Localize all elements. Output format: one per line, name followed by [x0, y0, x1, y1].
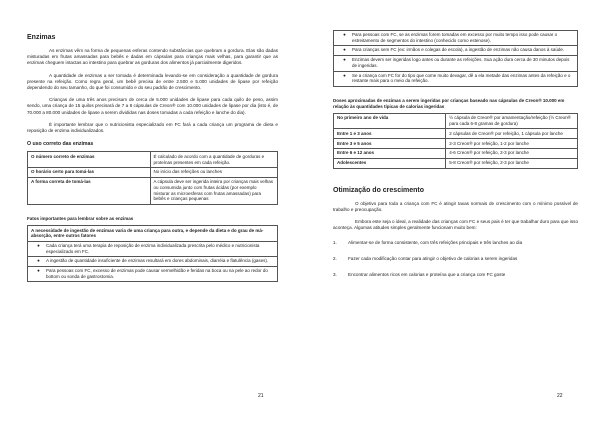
bullet-icon: ● — [37, 242, 40, 248]
table-cell-label: Entre 6 e 12 anos — [334, 148, 446, 158]
list-item — [31, 268, 274, 279]
facts-bullet-cell — [334, 56, 578, 71]
table-row — [334, 113, 578, 129]
bullet-icon: ● — [343, 72, 346, 78]
bullet-text: Enzimas devem ser ingeridas logo antes ou durante as refeições. Sua ação dura cerca de 30 minutos depois de ingeridas. — [352, 57, 570, 68]
correct-use-subtitle: O uso correto das enzimas — [27, 141, 94, 148]
growth-tips-list — [333, 240, 578, 278]
facts-bullet-cell — [28, 241, 278, 256]
table-row — [334, 129, 578, 139]
table-row — [28, 267, 278, 282]
growth-paragraph-2: Embora este seja o ideal, a realidade das crianças com FC e seus pais é ter que trabalhar duro para que isso aconteça. Algumas atitudes simples geralmente funcionam muito bem: — [333, 219, 578, 231]
table-cell-label: No primeiro ano de vida — [334, 113, 446, 129]
list-number: 2. — [333, 256, 337, 262]
table-cell-value: É calculado de acordo com a quantidade de gorduras e proteínas presentes em cada refeição. — [150, 152, 278, 168]
bullet-icon: ● — [343, 47, 346, 53]
table-row — [334, 71, 578, 86]
enzymes-title: Enzimas — [27, 34, 56, 41]
enzymes-paragraph-1: As enzimas vêm na forma de pequenas esferas contendo substâncias que quebram a gordura. Elas são dadas misturadas em frutas amassadas para bebês e dadas em cápsulas para crianças mais velhas, para garantir que as enzimas cheguem intactas ao intestino para quebrar as gorduras dos alimentos já parcialmente digeridos. — [27, 48, 278, 66]
facts-header: A necessidade de ingestão de enzimas varia de uma criança para outra, e depende da dieta e do grau de má-absorção, entre outros fatores — [28, 225, 278, 241]
table-cell-value: 2-3 Creon® por refeição, 1-2 por lanche — [446, 139, 578, 149]
table-row — [28, 225, 278, 241]
table-cell-label: Entre 1 e 3 anos — [334, 129, 446, 139]
list-text: Fazer cada modificação contar para atingir o objetivo de calorias a serem ingeridas — [348, 256, 518, 262]
list-number: 1. — [333, 240, 337, 246]
bullet-text: Para pessoas com FC, excesso de enzimas pode causar vermelhidão e feridas na boca ou na pele ao redor do bottom ou sonda de gastrostomia. — [46, 268, 268, 279]
list-item — [337, 73, 574, 84]
bullet-icon: ● — [37, 258, 40, 264]
table-cell-label: Entre 3 e 5 anos — [334, 139, 446, 149]
facts-bullet-cell — [28, 257, 278, 267]
list-text: Alimentar-se de forma consistente, com três refeições principais e três lanches ao dia — [348, 240, 523, 246]
facts-caption: Fatos importantes para lembrar sobre as enzimas — [27, 215, 134, 221]
table-cell-label: O número correto de enzimas — [28, 152, 151, 168]
list-item — [333, 240, 578, 246]
table-cell-value: ½ cápsula de Creon® por amamentação/refeição (½ Creon® para cada 6-8 gramas de gordura) — [446, 113, 578, 129]
growth-paragraph-1: O objetivo para toda a criança com FC é atingir taxas normais de crescimento com o mínimo possível de trabalho e preocupação. — [333, 200, 578, 212]
table-cell-label: O horário certo para tomá-las — [28, 167, 151, 177]
bullet-text: A ingestão de quantidade insuficiente de enzimas resultará em dores abdominais, diarréia e flatulência (gases). — [46, 258, 269, 264]
table-cell-label: Adolescentes — [334, 158, 446, 168]
table-cell-value: 4-6 Creon® por refeição, 2-3 por lanche — [446, 148, 578, 158]
bullet-icon: ● — [343, 57, 346, 63]
bullet-icon: ● — [37, 268, 40, 274]
table-row — [334, 56, 578, 71]
correct-use-table — [27, 151, 278, 204]
list-item — [337, 47, 574, 53]
table-row — [334, 31, 578, 46]
facts-bullet-cell — [334, 31, 578, 46]
table-cell-label: A forma correta de tomá-las — [28, 177, 151, 204]
table-row — [28, 167, 278, 177]
right-page — [300, 0, 600, 424]
table-row — [28, 152, 278, 168]
dose-table — [333, 113, 578, 169]
enzymes-paragraph-3: Crianças de uma três anos precisam de cerca de 5.000 unidades de lipase para cada quilo de peso, assim sendo, uma criança de 15 quilos precisará de 7 a 8 cápsulas de Creon® com 10.000 unidades de lipase por dia (isto é, de 70.000 a 80.000 unidades de lipase a serem divididas nas doses tomadas a cada refeição e lanche do dia). — [27, 97, 278, 115]
list-item — [333, 256, 578, 262]
table-row — [28, 177, 278, 204]
table-cell-value: 5-8 Creon® por refeição, 2-3 por lanche — [446, 158, 578, 168]
dose-caption: Doses aproximadas de enzimas a serem ingeridas por crianças baseado nas cápsulas de Creon® 10.000 em relação às quantidades típicas de calorias ingeridas — [333, 97, 565, 109]
table-row — [334, 46, 578, 56]
bullet-text: Para crianças sem FC (ex: irmãos e colegas de escola), a ingestão de enzimas não causa danos à saúde. — [352, 47, 565, 53]
list-item — [337, 57, 574, 68]
enzymes-paragraph-4: É importante lembrar que o nutricionista especializado em FC fará a cada criança um programa de dieta e reposição de enzima individualizados. — [27, 121, 278, 134]
table-row — [28, 241, 278, 256]
table-row — [334, 148, 578, 158]
bullet-text: Cada criança terá uma terapia de reposição de enzima individualizada prescrita pelo médico e nutricionista especializado em FC. — [46, 242, 260, 254]
list-item — [31, 243, 274, 254]
facts-table-continued — [333, 30, 578, 87]
bullet-text: Para pessoas com FC, se as enzimas forem tomadas em excesso por muito tempo isso pode causar o estreitamento de segmentos do intestino (conhecido como estenose). — [352, 32, 558, 43]
table-row — [334, 158, 578, 168]
facts-bullet-cell — [28, 267, 278, 282]
bullet-icon: ● — [343, 32, 346, 37]
list-item — [333, 272, 578, 278]
page-number-left: 21 — [258, 393, 264, 399]
facts-table — [27, 225, 278, 283]
facts-bullet-cell — [334, 71, 578, 86]
table-cell-value: No início das refeições ou lanches — [150, 167, 278, 177]
table-cell-value: A cápsula deve ser ingerida inteira por crianças mais velhas ou consumida junto com frutas ácidas (por exemplo misturar as microesferas com frutas amassadas) para bebês e crianças pequenas — [150, 177, 278, 204]
list-number: 3. — [333, 272, 337, 278]
page-number-right: 22 — [557, 393, 563, 399]
list-item — [337, 32, 574, 43]
table-row — [334, 139, 578, 149]
table-row — [28, 257, 278, 267]
facts-bullet-cell — [334, 46, 578, 56]
bullet-text: Se a criança com FC for do tipo que come muito devagar, dê a ela metade das enzimas antes da refeição e o restante mais para o meio da refeição. — [352, 72, 571, 84]
growth-title: Otimização do crescimento — [333, 186, 425, 194]
list-text: Encontrar alimentos ricos em calorias e proteína que a criança com FC goste — [348, 272, 506, 278]
enzymes-paragraph-2: A quantidade de enzimas a ser tomada é determinada levando-se em consideração a quantidade de gordura presente na refeição. Como regra geral, um bebê precisa de entre 2.500 e 5.000 unidades de lipase por refeição dependendo do seu tamanho, do que foi consumido e do seu padrão de crescimento. — [27, 72, 278, 91]
table-cell-value: 2 cápsulas de Creon® por refeição, 1 cápsula por lanche — [446, 129, 578, 139]
list-item — [31, 258, 274, 264]
